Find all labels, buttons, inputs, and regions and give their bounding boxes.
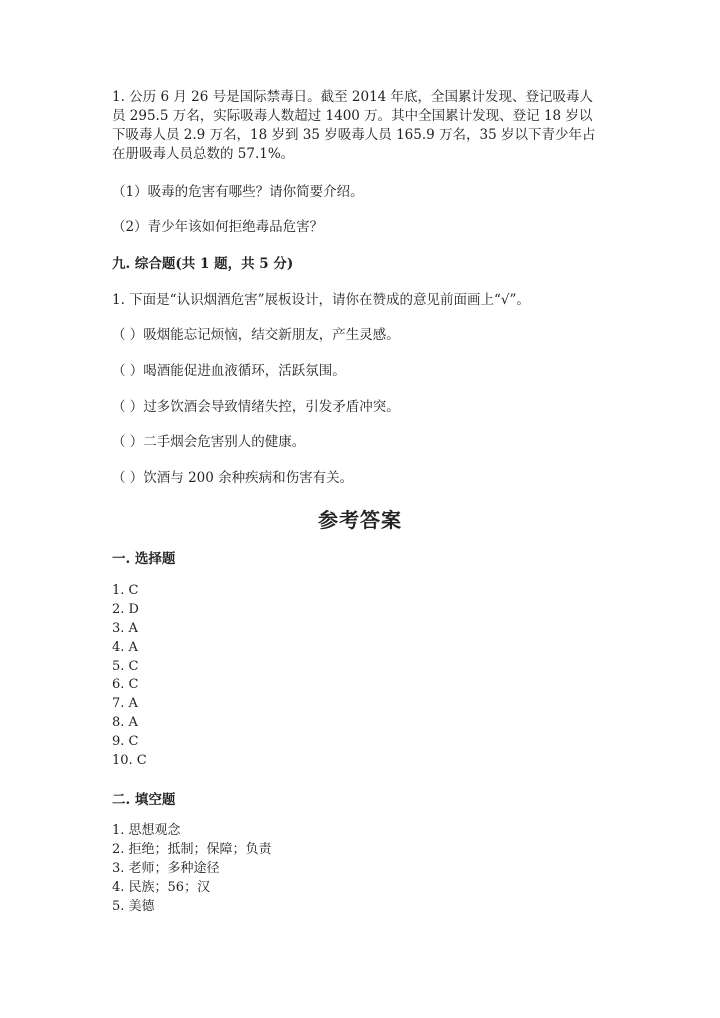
answer-item: 6. C <box>112 677 139 693</box>
answers-section-1-heading: 一. 选择题 <box>112 551 176 567</box>
section-9-heading: 九. 综合题(共 1 题，共 5 分) <box>112 256 294 272</box>
answer-item: 8. A <box>112 715 138 731</box>
paragraph-line: 员 295.5 万名，实际吸毒人数超过 1400 万。其中全国累计发现、登记 18 岁以 <box>112 108 593 124</box>
answer-item: 3. A <box>112 620 138 636</box>
answer-item: 2. D <box>112 601 139 617</box>
answer-item: 1. 思想观念 <box>112 823 181 838</box>
answer-item: 5. 美德 <box>112 898 155 914</box>
answer-item: 4. A <box>112 639 138 655</box>
answers-section-2-list <box>112 822 272 916</box>
answer-item: 5. C <box>112 658 139 674</box>
answer-item: 3. 老师；多种途径 <box>112 860 220 876</box>
paragraph-line: 下吸毒人员 2.9 万名，18 岁到 35 岁吸毒人员 165.9 万名，35 岁以下青少年占 <box>112 127 596 143</box>
question-paragraph <box>112 88 612 164</box>
section-9-prompt: 1. 下面是“认识烟酒危害”展板设计，请你在赞成的意见前面画上“√”。 <box>112 292 530 308</box>
option-1: （ ）吸烟能忘记烦恼，结交新朋友，产生灵感。 <box>112 327 400 343</box>
option-3: （ ）过多饮酒会导致情绪失控，引发矛盾冲突。 <box>112 399 400 415</box>
answer-item: 1. C <box>112 583 139 598</box>
answer-item: 2. 拒绝；抵制；保障；负责 <box>112 841 272 857</box>
answer-item: 9. C <box>112 734 139 750</box>
answers-title: 参考答案 <box>318 508 402 532</box>
paragraph-line: 1. 公历 6 月 26 号是国际禁毒日。截至 2014 年底，全国累计发现、登记吸毒人 <box>112 89 594 105</box>
paragraph-line: 在册吸毒人员总数的 57.1%。 <box>112 146 295 162</box>
option-2: （ ）喝酒能促进血液循环，活跃氛围。 <box>112 363 346 379</box>
answer-item: 10. C <box>112 753 147 769</box>
sub-question-2: （2）青少年该如何拒绝毒品危害？ <box>112 219 324 235</box>
answer-item: 7. A <box>112 696 138 712</box>
answers-section-2-heading: 二. 填空题 <box>112 792 176 808</box>
option-4: （ ）二手烟会危害别人的健康。 <box>112 434 306 450</box>
answer-item: 4. 民族；56；汉 <box>112 879 211 895</box>
answers-section-1-list <box>112 582 147 771</box>
sub-question-1: （1）吸毒的危害有哪些？请你简要介绍。 <box>112 184 364 200</box>
option-5: （ ）饮酒与 200 余种疾病和伤害有关。 <box>112 470 354 486</box>
